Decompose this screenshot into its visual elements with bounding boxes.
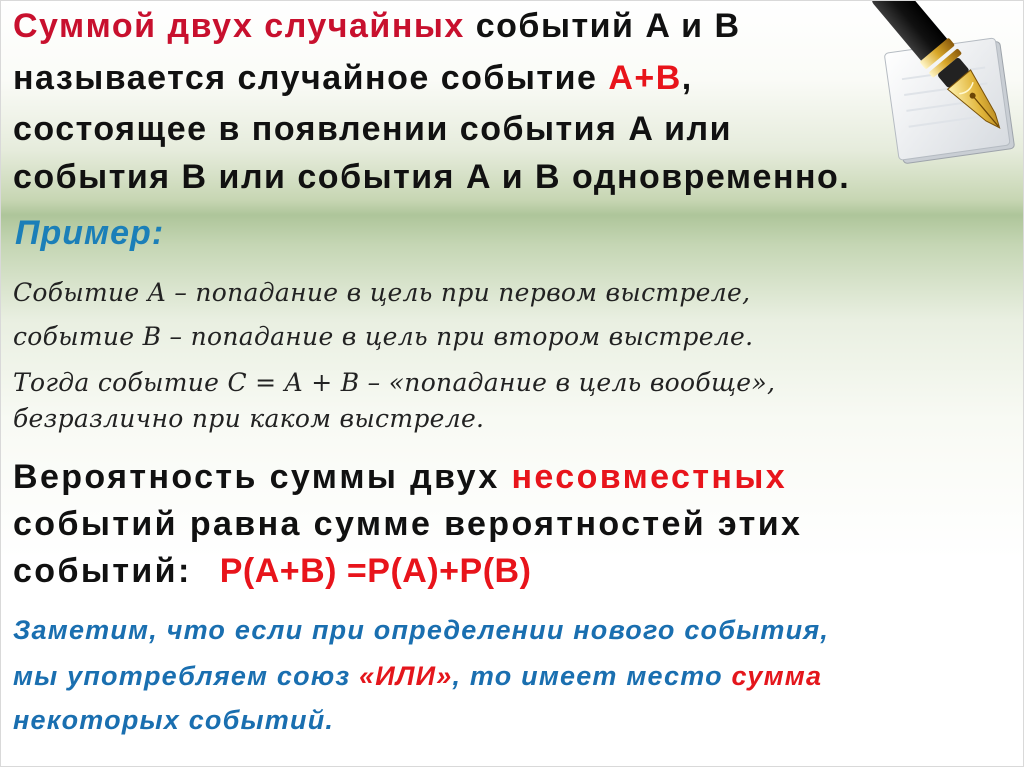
fountain-pen-icon [863, 1, 1024, 166]
incompatible-word: несовместных [511, 458, 788, 496]
definition-line-2-text: называется случайное событие [13, 59, 609, 97]
definition-line-1-rest: событий A и B [464, 7, 741, 45]
note-line-2 [13, 661, 822, 692]
example-line-1: Событие A – попадание в цель при первом выстреле, [13, 278, 751, 307]
example-line-4: безразлично при каком выстреле. [13, 404, 485, 433]
or-conjunction: «ИЛИ» [359, 661, 453, 691]
definition-line-1 [13, 7, 741, 46]
theorem-line-3 [13, 552, 531, 591]
sum-probability-formula: P(A+B) =P(A)+P(B) [219, 552, 532, 590]
note-line-1: Заметим, что если при определении нового события, [13, 615, 830, 645]
sum-word: сумма [731, 661, 823, 691]
example-heading: Пример: [15, 214, 165, 252]
example-line-3: Тогда событие C = A + B – «попадание в цель вообще», [13, 368, 776, 397]
note-line-3: некоторых событий. [13, 705, 335, 735]
example-line-2: событие B – попадание в цель при втором выстреле. [13, 322, 754, 351]
theorem-line-3-text: событий: [13, 552, 192, 590]
theorem-line-1 [13, 458, 787, 497]
sum-expression: A+B [608, 59, 682, 97]
definition-line-2 [13, 59, 693, 98]
theorem-line-1-text: Вероятность суммы двух [13, 458, 512, 496]
note-line-2-a: мы употребляем союз [13, 661, 360, 691]
definition-line-3: состоящее в появлении события A или [13, 110, 732, 148]
theorem-line-2: событий равна сумме вероятностей этих [13, 505, 803, 543]
note-line-2-b: , то имеет место [452, 661, 732, 691]
definition-line-2-end: , [681, 59, 693, 97]
definition-line-4: события B или события A и B одновременно. [13, 158, 851, 196]
definition-term: Суммой двух случайных [13, 7, 465, 45]
